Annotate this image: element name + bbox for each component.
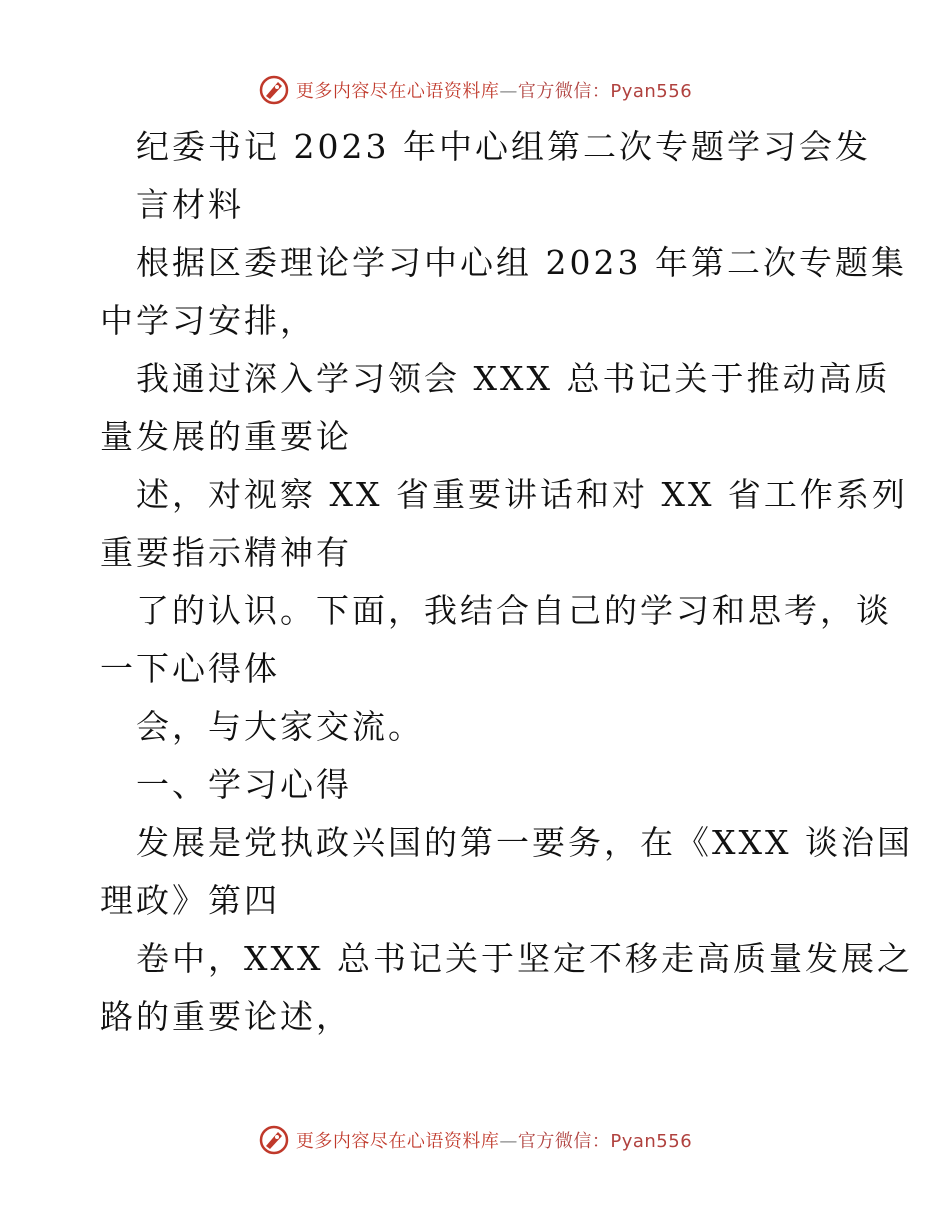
footer-banner	[0, 1120, 950, 1160]
pen-nib-icon	[258, 74, 290, 106]
paragraph-line: 会，与大家交流。	[136, 707, 424, 746]
banner-contact-id: Pyan556	[610, 1131, 693, 1152]
paragraph-line: 路的重要论述，	[100, 997, 352, 1036]
paragraph-line: 我通过深入学习领会 XXX 总书记关于推动高质	[136, 359, 891, 398]
banner-dash: —	[499, 1131, 518, 1152]
title-line-1: 纪委书记 2023 年中心组第二次专题学习会发	[136, 127, 871, 166]
paragraph-line: 发展是党执政兴国的第一要务，在《XXX 谈治国	[136, 823, 913, 862]
paragraph-line: 重要指示精神有	[100, 533, 352, 572]
paragraph-line: 一下心得体	[100, 649, 280, 688]
banner-brand: 更多内容尽在心语资料库	[295, 81, 500, 102]
paragraph-line: 理政》第四	[100, 881, 280, 920]
paragraph-line: 卷中，XXX 总书记关于坚定不移走高质量发展之	[136, 939, 913, 978]
paragraph-line: 了的认识。下面，我结合自己的学习和思考，谈	[136, 591, 892, 630]
paragraph-line: 量发展的重要论	[100, 417, 352, 456]
banner-dash: —	[499, 81, 518, 102]
footer-banner-text	[296, 1127, 692, 1153]
banner-contact-label: 官方微信：	[517, 1131, 611, 1152]
paragraph-line: 述，对视察 XX 省重要讲话和对 XX 省工作系列	[136, 475, 908, 514]
banner-contact-id: Pyan556	[610, 81, 693, 102]
document-body	[100, 118, 913, 1046]
header-banner	[0, 70, 950, 110]
paragraph-line: 根据区委理论学习中心组 2023 年第二次专题集	[136, 243, 907, 282]
title-line-2: 言材料	[136, 185, 244, 224]
banner-brand: 更多内容尽在心语资料库	[295, 1131, 500, 1152]
header-banner-text	[296, 77, 692, 103]
banner-contact-label: 官方微信：	[517, 81, 611, 102]
section-heading: 一、学习心得	[136, 765, 352, 804]
pen-nib-icon	[258, 1124, 290, 1156]
paragraph-line: 中学习安排，	[100, 301, 316, 340]
